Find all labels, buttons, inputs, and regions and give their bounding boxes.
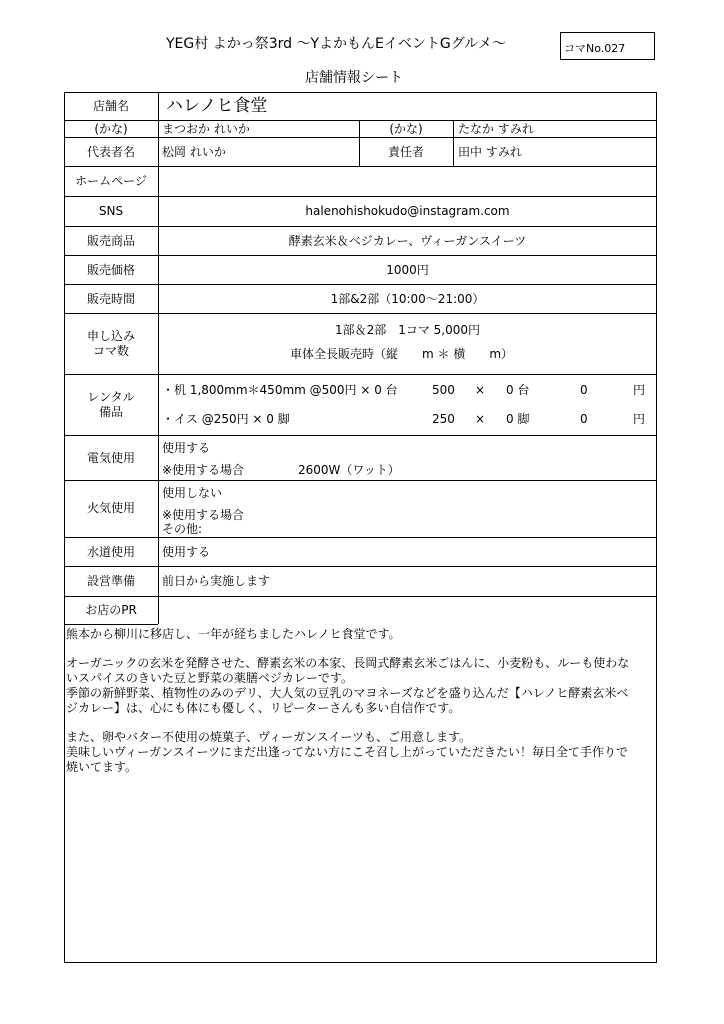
koma-number: コマNo.027 <box>564 42 626 55</box>
resp-label: 責任者 <box>387 145 424 159</box>
rental-desk-desc: ・机 1,800mm＊450mm @500円 × 0 台 <box>162 383 398 397</box>
setup-label: 設営準備 <box>86 574 135 588</box>
resp-name: 田中 すみれ <box>458 145 522 159</box>
product-value: 酵素玄米＆ベジカレー、ヴィーガンスイーツ <box>288 234 527 248</box>
pr-line: 美味しいヴィーガンスイーツにまだ出逢ってない方にこそ召し上がっていただきたい！毎日全て手作りで <box>66 745 628 759</box>
fire-label: 火気使用 <box>86 501 135 515</box>
row-divider <box>64 374 657 375</box>
row-divider <box>64 596 657 597</box>
rental-desk-total: 0 <box>580 383 588 397</box>
apply-vehicle-size: 車体全長販売時（縦 m ＊ 横 m） <box>290 347 514 361</box>
row-divider <box>64 226 657 227</box>
rep-name: 松岡 れいか <box>162 145 226 159</box>
pr-line: 焼いてます。 <box>66 760 138 774</box>
price-value: 1000円 <box>386 263 429 277</box>
elec-value: 使用する <box>162 441 211 455</box>
sns-value: halenohishokudo@instagram.com <box>305 204 510 218</box>
event-title: YEG村 よかっ祭3rd 〜YよかもんEイベントGグルメ〜 <box>166 36 506 52</box>
rental-chair-yen: 円 <box>633 412 646 426</box>
water-label: 水道使用 <box>86 545 135 559</box>
row-divider <box>64 284 657 285</box>
elec-note: ※使用する場合 <box>162 463 245 477</box>
pr-line: また、卵やバター不使用の焼菓子、ヴィーガンスイーツも、ご用意します。 <box>66 730 472 744</box>
row-divider <box>64 566 657 567</box>
row-divider <box>64 137 657 138</box>
pr-line: 熊本から柳川に移店し、一年が経ちましたハレノヒ食堂です。 <box>66 627 401 641</box>
kana-label: (かな) <box>389 122 423 136</box>
row-divider <box>64 480 657 481</box>
shop-name: ハレノヒ食堂 <box>166 96 268 116</box>
kana-label: (かな) <box>94 122 128 136</box>
time-value: 1部&2部（10:00〜21:00） <box>330 292 485 306</box>
row-divider <box>64 624 158 625</box>
sheet-title: 店舗情報シート <box>305 70 403 86</box>
info-table <box>64 92 657 963</box>
rental-label-2: 備品 <box>98 405 123 419</box>
koma-number-box <box>560 32 655 60</box>
elec-label: 電気使用 <box>86 451 135 465</box>
row-divider <box>64 435 657 436</box>
rental-chair-qty: 0 脚 <box>506 412 530 426</box>
label-column-divider <box>158 92 159 624</box>
fire-note: ※使用する場合 <box>162 508 245 522</box>
row-divider <box>64 255 657 256</box>
resp-kana: たなか すみれ <box>458 122 534 136</box>
price-label: 販売価格 <box>86 263 135 277</box>
rental-chair-total: 0 <box>580 412 588 426</box>
pr-line: 季節の新鮮野菜、植物性のみのデリ、大人気の豆乳のマヨネーズなどを盛り込んだ【ハレノヒ酵素玄米ベ <box>66 686 629 700</box>
sns-label: SNS <box>98 204 124 218</box>
fire-value: 使用しない <box>162 486 223 500</box>
rental-chair-desc: ・イス @250円 × 0 脚 <box>162 412 290 426</box>
fire-other: その他: <box>162 522 203 536</box>
rep-label: 代表者名 <box>86 145 135 159</box>
row-divider <box>64 120 657 121</box>
apply-label-2: コマ数 <box>92 344 129 358</box>
rental-desk-times: × <box>475 383 486 397</box>
pr-line: オーガニックの玄米を発酵させた、酵素玄米の本家、長岡式酵素玄米ごはんに、小麦粉も、ルーも使わな <box>66 656 630 670</box>
elec-watt: 2600W（ワット） <box>298 463 400 477</box>
column-divider <box>453 120 454 166</box>
rental-desk-yen: 円 <box>633 383 646 397</box>
pr-line: いスパイスのきいた豆と野菜の薬膳ベジカレーです。 <box>66 671 353 685</box>
time-label: 販売時間 <box>86 292 135 306</box>
row-divider <box>64 196 657 197</box>
setup-value: 前日から実施します <box>162 574 271 588</box>
rep-kana: まつおか れいか <box>162 122 250 136</box>
homepage-label: ホームページ <box>75 174 147 188</box>
pr-label: お店のPR <box>85 603 137 617</box>
rental-chair-unit: 250 <box>432 412 455 426</box>
row-divider <box>64 313 657 314</box>
rental-desk-qty: 0 台 <box>506 383 530 397</box>
row-divider <box>64 166 657 167</box>
rental-chair-times: × <box>475 412 486 426</box>
rental-desk-unit: 500 <box>432 383 455 397</box>
pr-line: ジカレー】は、心にも体にも優しく、リピーターさんも多い自信作です。 <box>66 701 461 715</box>
apply-value: 1部＆2部 1コマ 5,000円 <box>334 323 481 337</box>
apply-label: 申し込み <box>86 329 135 343</box>
rental-label: レンタル <box>87 390 135 404</box>
shop-name-label: 店舗名 <box>92 99 129 113</box>
water-value: 使用する <box>162 545 211 559</box>
product-label: 販売商品 <box>86 234 135 248</box>
row-divider <box>64 537 657 538</box>
